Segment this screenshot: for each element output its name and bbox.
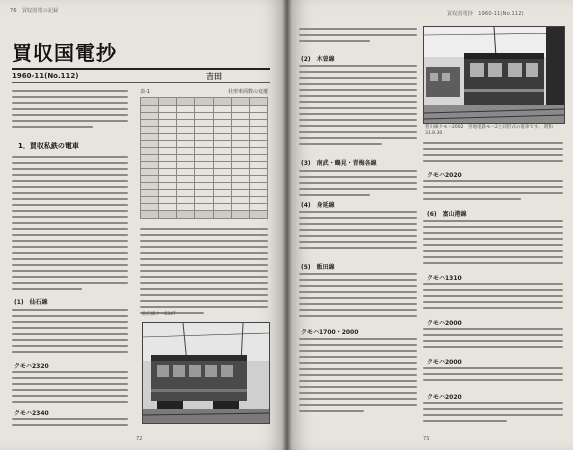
kumoha2000-text-a — [423, 328, 563, 348]
vehicle-table — [140, 88, 268, 219]
label-kumoha2000-a: クモハ2000 — [427, 320, 462, 327]
subsection-minobu: (4) 身延線 — [301, 202, 335, 209]
subsection-kiso: (2) 木曽線 — [301, 56, 335, 63]
label-kumoha2020-b: クモハ2020 — [427, 394, 462, 401]
right-page — [287, 0, 573, 450]
article-title: 買収国電抄 — [12, 41, 117, 65]
section-heading-1: 1．買収私鉄の電車 — [18, 142, 79, 150]
left-photo-caption: 仙石線クハ6347 — [142, 312, 176, 317]
kumoha1700-text — [299, 338, 417, 412]
toyamako-text — [423, 220, 563, 264]
train-photo-right-image — [424, 27, 564, 123]
right-running-header: 買収国電抄 1960-11(No.112) — [447, 11, 524, 17]
book-gutter — [282, 0, 292, 450]
right-page-number: 73 — [423, 436, 430, 442]
label-kumoha1700: クモハ1700・2000 — [301, 329, 359, 336]
article-subtitle: 1960-11(No.112) — [12, 72, 79, 80]
right-column-text — [140, 228, 268, 314]
title-rule — [12, 68, 270, 70]
left-page-number: 72 — [136, 436, 143, 442]
subsection-toyamako: (6) 富山港線 — [427, 211, 467, 218]
kumoha2340-text — [12, 418, 128, 426]
iida-text — [299, 273, 417, 317]
right-column-text-a — [423, 142, 563, 162]
minobu-text — [299, 211, 417, 249]
subsection-nambu: (3) 南武・鶴見・青梅各線 — [301, 160, 377, 167]
kumoha1310-text — [423, 283, 563, 309]
left-running-header: 76 買収国電の記録 — [10, 8, 59, 14]
train-photo-right — [423, 26, 565, 124]
kumoha2320-text — [12, 371, 128, 403]
label-kumoha2340: クモハ2340 — [14, 410, 49, 417]
train-photo-left-image — [143, 323, 269, 423]
label-kumoha2020-a: クモハ2020 — [427, 172, 462, 179]
section1-text — [12, 156, 128, 290]
right-photo-caption: 豊川線クモハ2002 宮地電鉄モハ2と同形式の電車です。 昭和31.8.30 — [425, 125, 553, 136]
label-kumoha2320: クモハ2320 — [14, 363, 49, 370]
nambu-text — [299, 170, 417, 196]
right-column-text-b — [423, 180, 563, 200]
sengoku-text — [12, 309, 128, 353]
table-number: 表-1 — [140, 89, 150, 95]
kiso-text — [299, 65, 417, 145]
subsection-iida: (5) 飯田線 — [301, 264, 335, 271]
label-kumoha1310: クモハ1310 — [427, 275, 462, 282]
kumoha2000-text-b — [423, 367, 563, 381]
label-kumoha2000-b: クモハ2000 — [427, 359, 462, 366]
subsection-sengoku: (1) 仙石線 — [14, 299, 48, 306]
article-author: 吉田 — [206, 72, 230, 81]
intro-text — [12, 90, 128, 128]
table-caption: 社形車両数の変遷 — [227, 89, 268, 95]
train-photo-left — [142, 322, 270, 424]
right-intro-text — [299, 28, 417, 42]
kumoha2020-text-b — [423, 402, 563, 422]
table-grid — [140, 97, 268, 219]
subtitle-rule — [12, 82, 270, 83]
